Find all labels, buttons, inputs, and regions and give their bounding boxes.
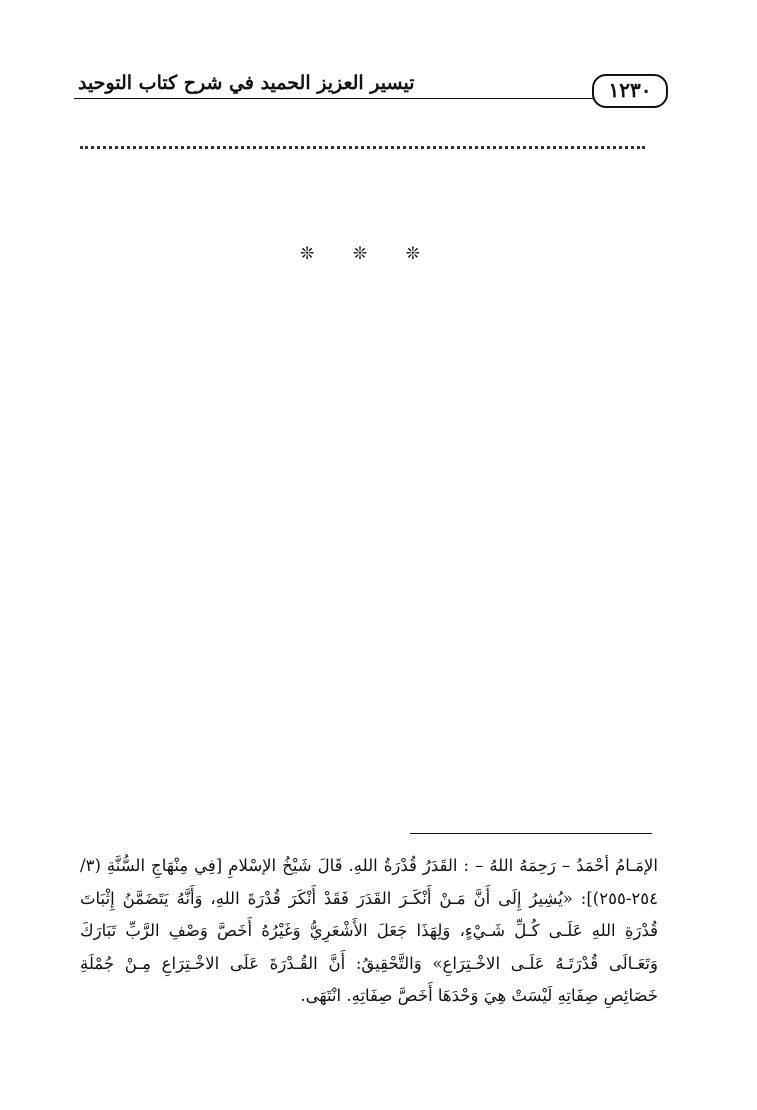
- footnote-text: الإمَـامُ أحْمَدُ – رَحِمَهُ اللهُ – : القَدَرُ قُدْرَةُ اللهِ. قَالَ شَيْخُ الإسْلامِ [فِي مِنْهَاجِ السُّنَّةِ (٣/ ٢٥٤-٢٥٥)]: «يُشِيرُ إِلَى أَنَّ مَـنْ أَنْكَـرَ القَدَرَ فَقَدْ أَنْكَرَ قُدْرَةَ اللهِ، وَأَنَّهُ يَتَضَمَّنُ إِثْبَاتَ قُدْرَةِ اللهِ عَلَـى كُـلِّ شَـيْءٍ، وَلِهَذَا جَعَلَ الأَشْعَرِيُّ وَغَيْرُهُ أَخَصَّ وَصْفِ الرَّبِّ تَبَارَكَ وَتَعَـالَى قُدْرَتَـهُ عَلَـى الاخْـتِرَاعِ» وَالتَّحْقِيقُ: أَنَّ القُـدْرَةَ عَلَى الاخْـتِرَاعِ مِـنْ جُمْلَةِ خَصَائِصِ صِفَاتِهِ لَيْسَتْ هِيَ وَحْدَهَا أَخَصَّ صِفَاتِهِ. انْتَهَى.: [80, 856, 658, 1005]
- header-rule: [74, 98, 594, 99]
- page-header: [74, 66, 664, 108]
- star-ornament-icon: ❊: [352, 244, 368, 264]
- star-ornament-icon: ❊: [300, 244, 315, 264]
- footnote: [80, 850, 658, 1013]
- dotted-divider: [80, 146, 645, 159]
- running-title: تيسير العزيز الحميد في شرح كتاب التوحيد: [78, 72, 415, 94]
- star-separator: [300, 244, 420, 268]
- star-ornament-icon: ❊: [405, 244, 420, 264]
- page-number: ١٢٣٠: [592, 74, 668, 108]
- footnote-rule: [410, 833, 652, 834]
